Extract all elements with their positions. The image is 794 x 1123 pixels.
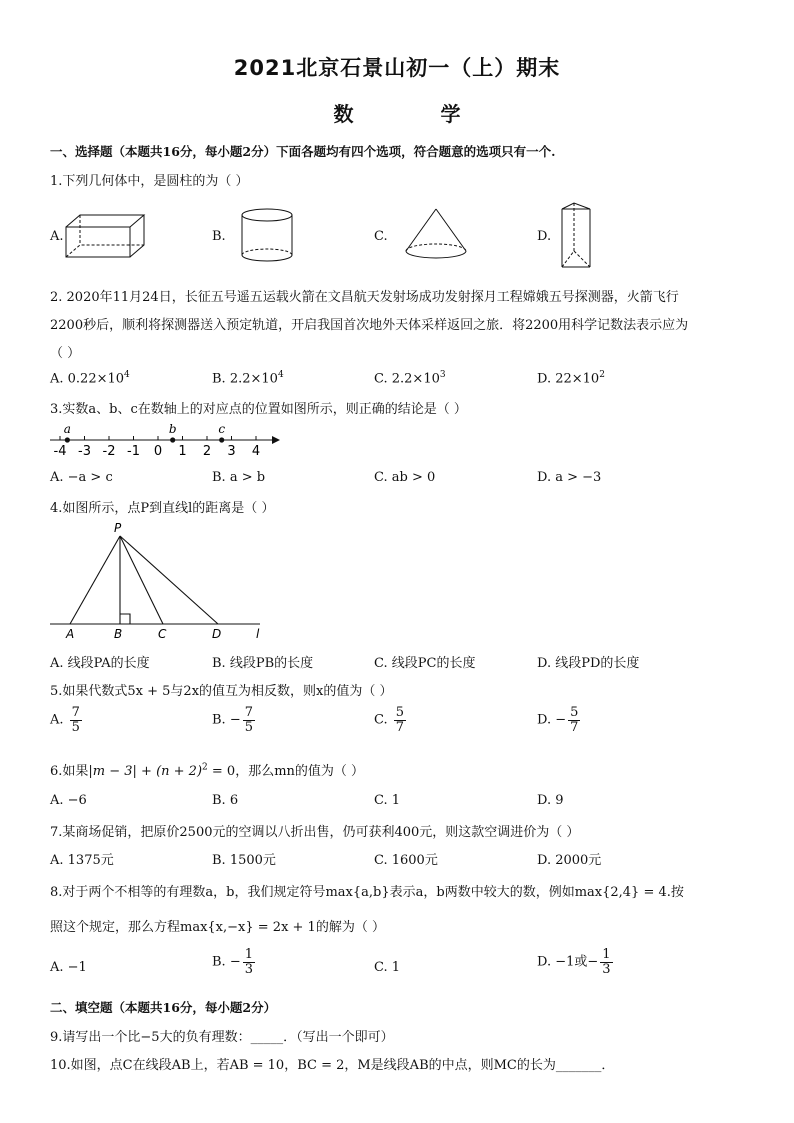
question-7: 7.某商场促销，把原价2500元的空调以八折出售，仍可获利400元，则这款空调进价为（ ） [50, 825, 580, 840]
label-p: P [114, 521, 122, 535]
cone-figure [404, 207, 470, 263]
q8-option-b: B. − $\frac{1}{3}$ [212, 947, 254, 977]
q3-option-d: D. a > −3 [537, 470, 602, 485]
question-6: 6.如果$|m - 3| + (n + 2)^2 = 0$，那么mn的值为（ ） [50, 762, 365, 779]
number-line-tick-label: -4 [53, 444, 67, 459]
number-line-tick-label: -1 [127, 444, 140, 459]
q4-option-c: C. 线段PC的长度 [374, 656, 476, 671]
q3-option-b: B. a > b [212, 470, 266, 485]
number-line-point-label: b [168, 422, 177, 436]
q1-option-d-label: D. [537, 229, 552, 244]
number-line-point-c [219, 437, 224, 442]
q4-option-a: A. 线段PA的长度 [50, 656, 150, 671]
q6-option-a: A. −6 [50, 793, 87, 808]
label-d: D [212, 627, 222, 641]
question-8-line-2: 照这个规定，那么方程max{x,−x} = 2x + 1的解为（ ） [50, 920, 385, 935]
subject-title: 数 学 [333, 102, 501, 126]
q2-option-b: B. $2.2\times 10^4$ [212, 370, 284, 387]
q7-option-b: B. 1500元 [212, 853, 276, 868]
q4-option-b: B. 线段PB的长度 [212, 656, 314, 671]
number-line-arrow [272, 436, 280, 444]
q1-option-b-label: B. [212, 229, 226, 244]
q1-option-a-label: A. [50, 229, 64, 244]
q2-option-d: D. $22\times 10^2$ [537, 370, 605, 387]
number-line-point-label: c [218, 422, 226, 436]
q2-option-c: C. $2.2\times 10^3$ [374, 370, 446, 387]
q4-option-d: D. 线段PD的长度 [537, 656, 640, 671]
label-b: B [114, 627, 123, 641]
triangular-prism-figure [558, 201, 598, 273]
number-line-tick-label: 1 [178, 444, 187, 459]
question-2-line-3: （ ） [50, 346, 81, 361]
q6-option-c: C. 1 [374, 793, 401, 808]
q5-option-c: C. $\frac{5}{7}$ [374, 705, 405, 735]
cuboid-figure [64, 213, 144, 263]
question-10: 10.如图，点C在线段AB上，若AB = 10，BC = 2，M是线段AB的中点，则MC的长为_______． [50, 1058, 615, 1073]
section-2-heading: 二、填空题（本题共16分，每小题2分） [50, 1000, 277, 1015]
q7-option-d: D. 2000元 [537, 853, 602, 868]
q5-option-a: A. $\frac{7}{5}$ [50, 705, 80, 735]
page-title: 2021北京石景山初一（上）期末 [233, 56, 561, 80]
cylinder-figure [240, 207, 296, 265]
question-2-line-1: 2. 2020年11月24日，长征五号遥五运载火箭在文昌航天发射场成功发射探月工程嫦娥五号探测器，火箭飞行 [50, 290, 679, 305]
question-2-line-2: 2200秒后，顺利将探测器送入预定轨道，开启我国首次地外天体采样返回之旅．将2200用科学记数法表示应为 [50, 318, 689, 333]
label-c: C [158, 627, 167, 641]
question-9: 9.请写出一个比−5大的负有理数：_____．（写出一个即可） [50, 1030, 394, 1045]
point-line-distance-figure [50, 518, 270, 642]
number-line-figure [50, 420, 280, 460]
label-l: l [256, 627, 260, 641]
q7-option-a: A. 1375元 [50, 853, 114, 868]
q8-option-c: C. 1 [374, 960, 401, 975]
number-line-point-label: a [63, 422, 71, 436]
question-8-line-1: 8.对于两个不相等的有理数a，b，我们规定符号max{a,b}表示a，b两数中较大的数，例如max{2,4} = 4.按 [50, 885, 684, 900]
section-1-heading: 一、选择题（本题共16分，每小题2分）下面各题均有四个选项，符合题意的选项只有一个. [50, 144, 556, 159]
q8-option-a: A. −1 [50, 960, 87, 975]
q5-option-b: B. − $\frac{7}{5}$ [212, 705, 254, 735]
q8-option-d: D. −1或− $\frac{1}{3}$ [537, 947, 611, 977]
q2-option-a: A. $0.22\times 10^4$ [50, 370, 130, 387]
q5-option-d: D. − $\frac{5}{7}$ [537, 705, 579, 735]
number-line-tick-label: 4 [251, 444, 261, 459]
number-line-tick-label: -2 [102, 444, 116, 459]
q7-option-c: C. 1600元 [374, 853, 438, 868]
question-4: 4.如图所示，点P到直线l的距离是（ ） [50, 501, 275, 516]
question-1: 1.下列几何体中，是圆柱的为（ ） [50, 174, 249, 189]
number-line-point-a [65, 437, 70, 442]
q1-option-c-label: C. [374, 229, 388, 244]
q3-option-c: C. ab > 0 [374, 470, 436, 485]
question-5: 5.如果代数式5x + 5与2x的值互为相反数，则x的值为（ ） [50, 684, 393, 699]
number-line-tick-label: 2 [202, 444, 212, 459]
label-a: A [66, 627, 75, 641]
number-line-tick-label: 0 [153, 444, 163, 459]
q6-option-b: B. 6 [212, 793, 239, 808]
number-line-tick-label: 3 [227, 444, 236, 459]
number-line-point-b [170, 437, 175, 442]
question-3: 3.实数a、b、c在数轴上的对应点的位置如图所示，则正确的结论是（ ） [50, 402, 467, 417]
q3-option-a: A. −a > c [50, 470, 113, 485]
q6-option-d: D. 9 [537, 793, 564, 808]
number-line-tick-label: -3 [78, 444, 91, 459]
